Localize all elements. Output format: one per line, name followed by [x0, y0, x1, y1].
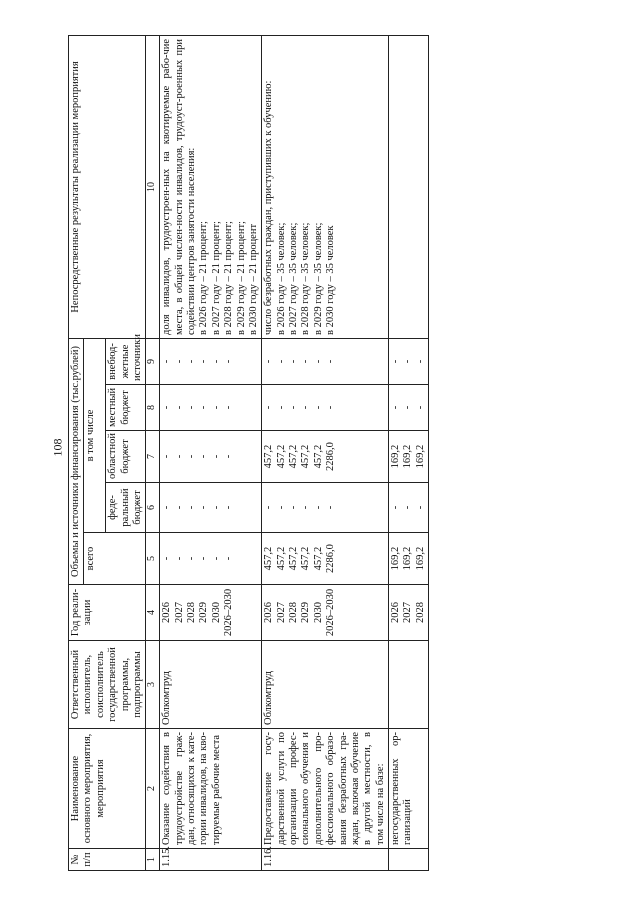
offbudget-value: - — [161, 359, 173, 364]
header-regional: областной бюджет — [106, 431, 146, 483]
header-executor: Ответственный исполнитель, соисполнитель государственной программы, подпрограммы — [69, 641, 146, 729]
regional-value: - — [161, 454, 173, 459]
offbudget-value: - — [414, 359, 426, 364]
years-cell — [389, 585, 429, 641]
total-value: - — [173, 556, 185, 561]
offbudget-value: - — [288, 359, 299, 364]
table-row — [262, 35, 389, 870]
years-value: 2028 — [288, 602, 299, 623]
header-funding: Объемы и источники финансирования (тыс.рублей) — [69, 338, 84, 584]
local-value: - — [198, 405, 210, 410]
activity-name: негосударственных ор-ганизаций — [389, 729, 429, 849]
offbudget-cell — [262, 338, 389, 384]
offbudget-value: - — [402, 359, 414, 364]
federal-cell — [160, 483, 262, 533]
federal-cell — [389, 483, 429, 533]
local-cell — [160, 385, 262, 431]
local-value: - — [186, 405, 197, 410]
header-name: Наименование основного мероприятия, мероприятия — [69, 729, 146, 849]
row-number — [389, 849, 429, 871]
regional-value: - — [198, 454, 210, 459]
federal-value: - — [288, 505, 299, 510]
offbudget-value: - — [275, 359, 287, 364]
federal-value: - — [198, 505, 210, 510]
column-number: 2 — [146, 729, 160, 849]
total-value: 2286,0 — [325, 544, 337, 573]
years-value: 2029 — [198, 602, 210, 623]
offbudget-value: - — [300, 359, 312, 364]
total-cell — [389, 533, 429, 585]
local-cell — [389, 385, 429, 431]
table-row — [389, 35, 429, 870]
activity-name: Предоставление госу-дарственной услуги по организации профес-сионального обучения и дополнительного про-фессионального образо-вания безработных гра-ждан, включая обучение в другой местности, в том числе на базе: — [262, 729, 389, 849]
regional-cell — [262, 431, 389, 483]
header-year: Год реали-зации — [69, 585, 146, 641]
column-number: 9 — [146, 338, 160, 384]
results-text: доля инвалидов, трудоустроен-ных на квотируемые рабо-чие места, в общей числен-ности инвалидов, трудоуст-роенных при содействии центров занятости населения: — [161, 38, 197, 335]
total-value: 457,2 — [288, 546, 299, 571]
total-value: 169,2 — [390, 546, 401, 571]
column-number: 1 — [146, 849, 160, 871]
total-value: 457,2 — [300, 546, 312, 571]
federal-value: - — [210, 505, 222, 510]
total-value: - — [198, 556, 210, 561]
local-value: - — [325, 405, 337, 410]
results-cell — [160, 35, 262, 338]
row-number: 1.16. — [262, 849, 389, 871]
column-number: 10 — [146, 35, 160, 338]
regional-value: 457,2 — [300, 444, 312, 469]
results-item: в 2027 году – 21 процент; — [210, 221, 222, 335]
page-number: 108 — [50, 438, 65, 457]
years-value: 2028 — [186, 602, 197, 623]
executor: Облкомтруд — [262, 641, 389, 729]
local-value: - — [312, 405, 324, 410]
table-body — [160, 35, 429, 870]
years-value: 2026 — [161, 602, 173, 623]
results-item: в 2026 году – 21 процент; — [198, 221, 210, 335]
years-value: 2026 — [263, 602, 275, 623]
offbudget-value: - — [312, 359, 324, 364]
local-value: - — [300, 405, 312, 410]
years-value: 2027 — [402, 602, 414, 623]
total-value: 169,2 — [402, 546, 414, 571]
federal-value: - — [300, 505, 312, 510]
program-activities-table — [68, 35, 429, 871]
local-value: - — [414, 405, 426, 410]
regional-value: 457,2 — [288, 444, 299, 469]
years-value: 2027 — [275, 602, 287, 623]
header-including: в том числе — [84, 338, 106, 532]
results-item: в 2030 году – 35 человек — [325, 225, 337, 335]
results-item: в 2028 году – 21 процент; — [223, 221, 235, 335]
local-value: - — [263, 405, 275, 410]
years-value: 2026 — [390, 602, 401, 623]
regional-cell — [160, 431, 262, 483]
federal-value: - — [161, 505, 173, 510]
regional-value: - — [173, 454, 185, 459]
results-text: число безработных граждан, приступивших к обучению: — [263, 80, 275, 335]
federal-value: - — [325, 505, 337, 510]
federal-value: - — [223, 505, 235, 510]
column-number: 6 — [146, 483, 160, 533]
header-results: Непосредственные результаты реализации мероприятия — [69, 35, 146, 338]
regional-value: 457,2 — [275, 444, 287, 469]
executor — [389, 641, 429, 729]
column-number: 4 — [146, 585, 160, 641]
local-value: - — [210, 405, 222, 410]
offbudget-value: - — [173, 359, 185, 364]
regional-value: 457,2 — [263, 444, 275, 469]
results-item: в 2026 году – 35 человек; — [275, 222, 287, 335]
years-value: 2030 — [210, 602, 222, 623]
federal-value: - — [312, 505, 324, 510]
federal-value: - — [186, 505, 197, 510]
regional-value: 2286,0 — [325, 442, 337, 471]
years-cell — [160, 585, 262, 641]
total-value: - — [161, 556, 173, 561]
offbudget-value: - — [210, 359, 222, 364]
offbudget-cell — [160, 338, 262, 384]
years-value: 2028 — [414, 602, 426, 623]
offbudget-cell — [389, 338, 429, 384]
rotated-table-container — [68, 36, 628, 871]
total-value: - — [186, 556, 197, 561]
federal-value: - — [275, 505, 287, 510]
offbudget-value: - — [198, 359, 210, 364]
total-value: 457,2 — [275, 546, 287, 571]
results-cell — [389, 35, 429, 338]
column-number: 8 — [146, 385, 160, 431]
total-cell — [262, 533, 389, 585]
column-number: 7 — [146, 431, 160, 483]
local-value: - — [161, 405, 173, 410]
local-value: - — [288, 405, 299, 410]
regional-value: - — [223, 454, 235, 459]
activity-name: Оказание содействия в трудоустройстве граж-дан, относящихся к кате-гории инвалидов, на кво-тируемые рабочие места — [160, 729, 262, 849]
offbudget-value: - — [390, 359, 401, 364]
federal-value: - — [173, 505, 185, 510]
regional-value: 169,2 — [414, 444, 426, 469]
results-item: в 2029 году – 35 человек; — [312, 222, 324, 335]
table-row — [160, 35, 262, 870]
regional-value: 169,2 — [402, 444, 414, 469]
local-value: - — [223, 405, 235, 410]
federal-value: - — [402, 505, 414, 510]
local-value: - — [402, 405, 414, 410]
header-offbudget: внебюд-жетные источники — [106, 338, 146, 384]
regional-value: - — [186, 454, 197, 459]
years-value: 2027 — [173, 602, 185, 623]
federal-value: - — [414, 505, 426, 510]
header-federal: феде-ральный бюджет — [106, 483, 146, 533]
years-value: 2026–2030 — [223, 588, 235, 637]
total-value: - — [223, 556, 235, 561]
offbudget-value: - — [186, 359, 197, 364]
column-number-row — [146, 35, 160, 870]
executor: Облкомтруд — [160, 641, 262, 729]
regional-value: 457,2 — [312, 444, 324, 469]
results-item: в 2027 году – 35 человек; — [288, 222, 299, 335]
results-item: в 2029 году – 21 процент; — [235, 221, 247, 335]
column-number: 5 — [146, 533, 160, 585]
federal-cell — [262, 483, 389, 533]
years-cell — [262, 585, 389, 641]
total-value: 457,2 — [312, 546, 324, 571]
regional-cell — [389, 431, 429, 483]
local-value: - — [275, 405, 287, 410]
total-value: - — [210, 556, 222, 561]
years-value: 2029 — [300, 602, 312, 623]
column-number: 3 — [146, 641, 160, 729]
offbudget-value: - — [263, 359, 275, 364]
header-total: всего — [84, 533, 146, 585]
total-cell — [160, 533, 262, 585]
header-local: местный бюджет — [106, 385, 146, 431]
federal-value: - — [390, 505, 401, 510]
local-cell — [262, 385, 389, 431]
years-value: 2030 — [312, 602, 324, 623]
local-value: - — [173, 405, 185, 410]
total-value: 169,2 — [414, 546, 426, 571]
offbudget-value: - — [325, 359, 337, 364]
results-cell — [262, 35, 389, 338]
regional-value: 169,2 — [390, 444, 401, 469]
results-item: в 2030 году – 21 процент — [247, 223, 259, 335]
header-num: № п/п — [69, 849, 146, 871]
years-value: 2026–2030 — [325, 588, 337, 637]
total-value: 457,2 — [263, 546, 275, 571]
row-number: 1.15. — [160, 849, 262, 871]
offbudget-value: - — [223, 359, 235, 364]
local-value: - — [390, 405, 401, 410]
results-item: в 2028 году – 35 человек; — [300, 222, 312, 335]
regional-value: - — [210, 454, 222, 459]
federal-value: - — [263, 505, 275, 510]
